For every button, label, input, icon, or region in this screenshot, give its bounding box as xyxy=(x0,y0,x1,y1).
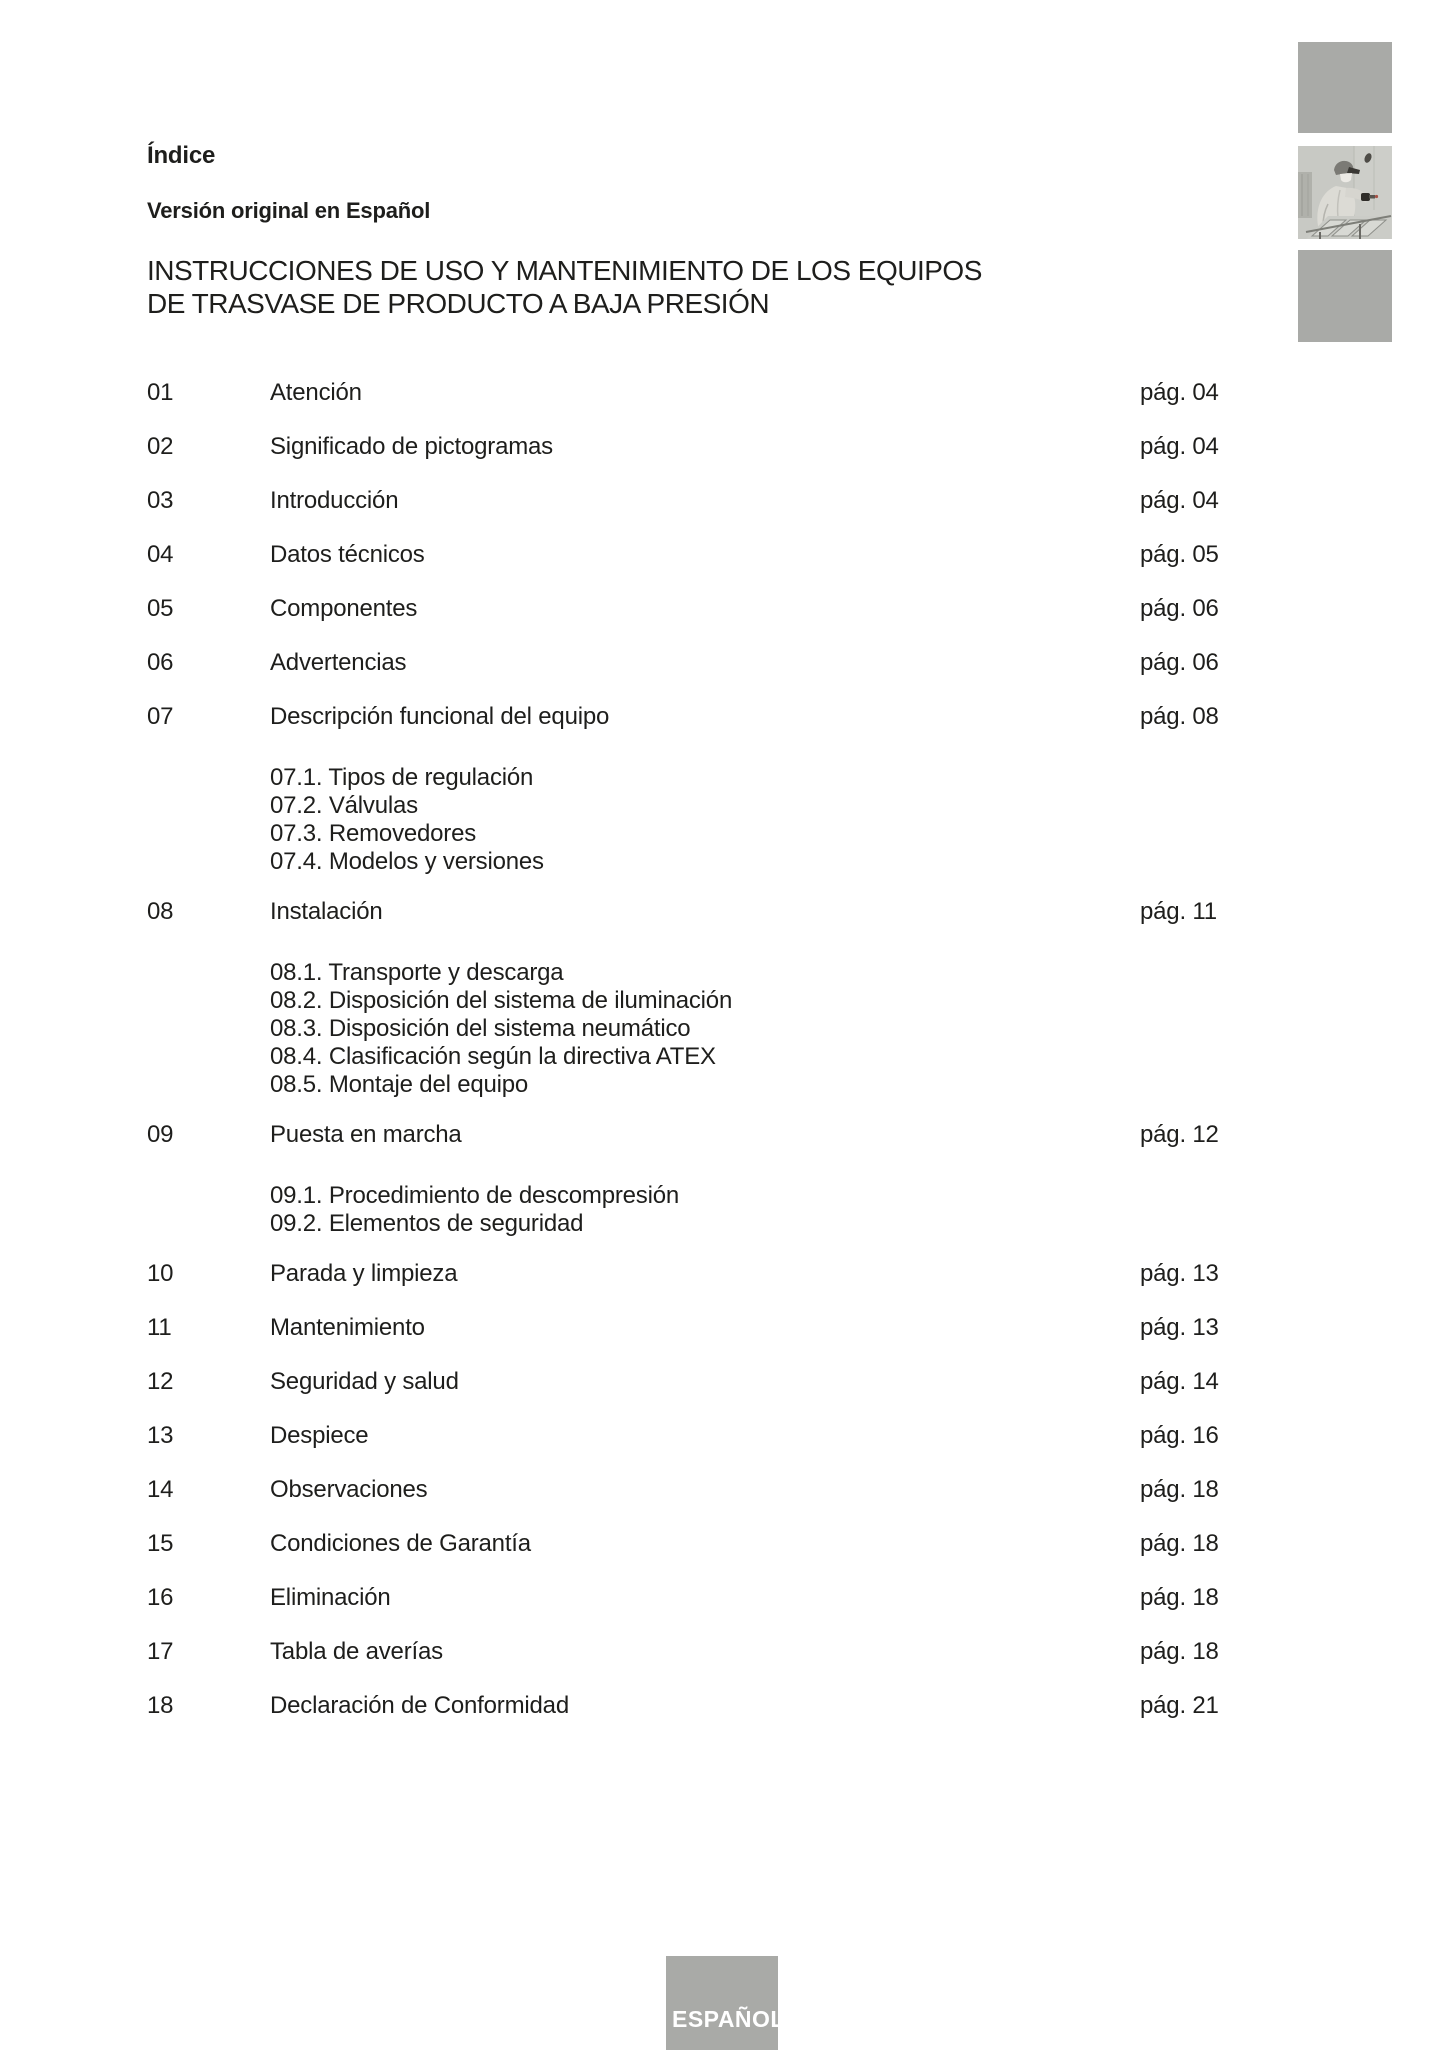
toc-entry xyxy=(147,1315,1227,1341)
toc-entry-title: Instalación xyxy=(270,898,383,925)
toc-entry-number: 07 xyxy=(147,703,174,730)
toc-entry-title: Eliminación xyxy=(270,1584,391,1611)
toc-entry xyxy=(147,899,1227,925)
toc-entry-page: pág. 18 xyxy=(1140,1530,1219,1557)
toc-subentry: 08.3. Disposición del sistema neumático xyxy=(270,1015,691,1042)
toc-entry-title: Observaciones xyxy=(270,1476,428,1503)
toc-entry-page: pág. 05 xyxy=(1140,541,1219,568)
toc-entry-title: Declaración de Conformidad xyxy=(270,1692,569,1719)
gray-square-top xyxy=(1298,42,1392,133)
toc-entry-page: pág. 18 xyxy=(1140,1638,1219,1665)
toc-entry-page: pág. 06 xyxy=(1140,649,1219,676)
toc-subentries xyxy=(147,1176,1227,1261)
toc-entry xyxy=(147,1693,1227,1719)
toc-entry-page: pág. 04 xyxy=(1140,433,1219,460)
toc-entry-number: 18 xyxy=(147,1692,174,1719)
toc-entry-page: pág. 04 xyxy=(1140,379,1219,406)
toc-subentry: 07.4. Modelos y versiones xyxy=(270,848,544,875)
toc-entry-page: pág. 14 xyxy=(1140,1368,1219,1395)
document-title-line2: DE TRASVASE DE PRODUCTO A BAJA PRESIÓN xyxy=(147,288,770,319)
toc-entry-number: 12 xyxy=(147,1368,174,1395)
toc-entry-title: Datos técnicos xyxy=(270,541,425,568)
toc-entry-number: 16 xyxy=(147,1584,174,1611)
toc-entry-title: Tabla de averías xyxy=(270,1638,443,1665)
document-title-line1: INSTRUCCIONES DE USO Y MANTENIMIENTO DE LOS EQUIPOS xyxy=(147,255,982,286)
toc-entry-page: pág. 04 xyxy=(1140,487,1219,514)
toc-entry xyxy=(147,488,1227,514)
toc-entry-page: pág. 08 xyxy=(1140,703,1219,730)
toc-entry-number: 14 xyxy=(147,1476,174,1503)
toc-entry-number: 02 xyxy=(147,433,174,460)
toc-entry-number: 13 xyxy=(147,1422,174,1449)
toc-entry xyxy=(147,704,1227,730)
version-note: Versión original en Español xyxy=(147,198,431,223)
language-tab xyxy=(666,1956,785,2050)
toc-subentry: 08.5. Montaje del equipo xyxy=(270,1071,529,1098)
toc-entry xyxy=(147,1585,1227,1611)
toc-entry-page: pág. 18 xyxy=(1140,1476,1219,1503)
toc-entry-number: 03 xyxy=(147,487,174,514)
toc-entry-page: pág. 21 xyxy=(1140,1692,1219,1719)
toc-entry-page: pág. 13 xyxy=(1140,1260,1219,1287)
worker-spray-painting-photo xyxy=(1298,146,1392,239)
toc-entry-number: 15 xyxy=(147,1530,174,1557)
toc-entry-page: pág. 16 xyxy=(1140,1422,1219,1449)
toc-entry xyxy=(147,1122,1227,1148)
toc-subentry: 07.3. Removedores xyxy=(270,820,477,847)
toc-entry-page: pág. 13 xyxy=(1140,1314,1219,1341)
toc-entry-title: Parada y limpieza xyxy=(270,1260,458,1287)
toc-entry xyxy=(147,596,1227,622)
index-content xyxy=(147,0,1227,1747)
toc-entry-number: 01 xyxy=(147,379,174,406)
side-rail xyxy=(1298,42,1392,342)
toc-subentry: 07.2. Válvulas xyxy=(270,792,418,819)
toc-entry-number: 08 xyxy=(147,898,174,925)
toc-entry-title: Despiece xyxy=(270,1422,369,1449)
toc-subentry: 08.2. Disposición del sistema de iluminación xyxy=(270,987,733,1014)
toc-entry xyxy=(147,1477,1227,1503)
toc-entry xyxy=(147,1369,1227,1395)
toc-entry-page: pág. 06 xyxy=(1140,595,1219,622)
toc-entry-page: pág. 12 xyxy=(1140,1121,1219,1148)
toc-entry xyxy=(147,1423,1227,1449)
toc-subentries xyxy=(147,758,1227,899)
toc-subentry: 09.2. Elementos de seguridad xyxy=(270,1210,584,1237)
toc-entry-title: Advertencias xyxy=(270,649,407,676)
toc-entry-title: Atención xyxy=(270,379,362,406)
toc-entry xyxy=(147,1261,1227,1287)
toc-entry-number: 06 xyxy=(147,649,174,676)
toc-entry-title: Significado de pictogramas xyxy=(270,433,553,460)
toc-entry-number: 10 xyxy=(147,1260,174,1287)
toc-entry xyxy=(147,380,1227,406)
toc-subentries xyxy=(147,953,1227,1122)
toc-entry-number: 05 xyxy=(147,595,174,622)
toc-entry xyxy=(147,650,1227,676)
toc-entry-title: Componentes xyxy=(270,595,418,622)
document-title xyxy=(147,254,1227,320)
toc-entry-title: Introducción xyxy=(270,487,399,514)
toc-entry-title: Puesta en marcha xyxy=(270,1121,462,1148)
toc-entry xyxy=(147,1531,1227,1557)
worker-spray-painting-illustration xyxy=(1298,146,1392,239)
toc-entry-number: 11 xyxy=(147,1314,172,1341)
toc-entry-page: pág. 11 xyxy=(1140,898,1217,925)
gray-square-bottom xyxy=(1298,250,1392,342)
toc-entry-title: Seguridad y salud xyxy=(270,1368,459,1395)
toc-subentry: 08.4. Clasificación según la directiva ATEX xyxy=(270,1043,716,1070)
toc-entry-title: Condiciones de Garantía xyxy=(270,1530,531,1557)
toc-entry-number: 09 xyxy=(147,1121,174,1148)
toc-entry-title: Mantenimiento xyxy=(270,1314,425,1341)
toc-entry-number: 04 xyxy=(147,541,174,568)
toc-entry xyxy=(147,1639,1227,1665)
toc-subentry: 09.1. Procedimiento de descompresión xyxy=(270,1182,680,1209)
toc-subentry: 07.1. Tipos de regulación xyxy=(270,764,534,791)
toc-entry-page: pág. 18 xyxy=(1140,1584,1219,1611)
table-of-contents xyxy=(147,380,1227,1719)
index-heading: Índice xyxy=(147,142,216,169)
toc-entry-number: 17 xyxy=(147,1638,174,1665)
toc-subentry: 08.1. Transporte y descarga xyxy=(270,959,564,986)
toc-entry xyxy=(147,434,1227,460)
toc-entry-title: Descripción funcional del equipo xyxy=(270,703,610,730)
language-tab-label: ESPAÑOL xyxy=(672,2006,785,2032)
toc-entry xyxy=(147,542,1227,568)
